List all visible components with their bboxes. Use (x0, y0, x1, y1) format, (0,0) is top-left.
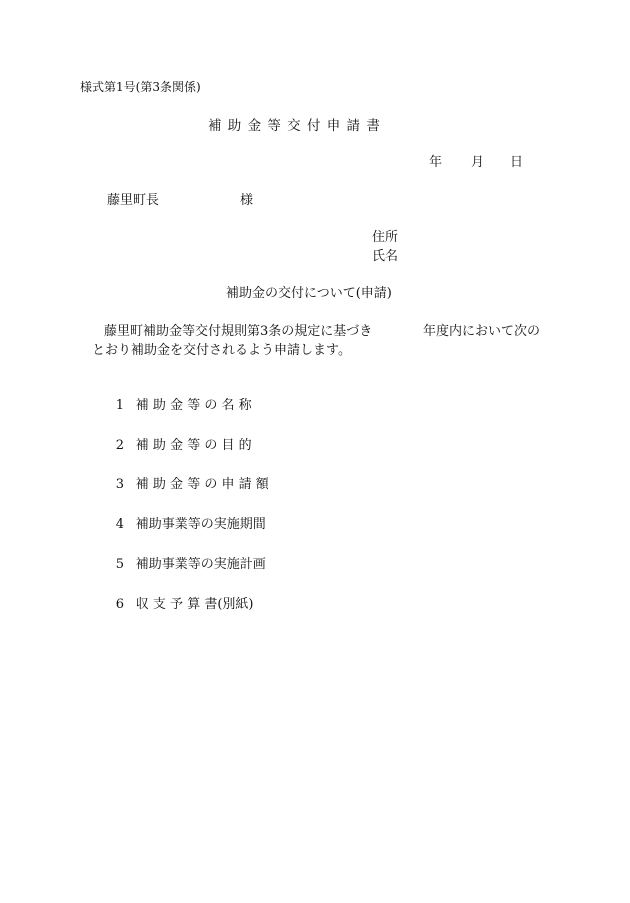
list-item (91, 386, 252, 425)
date-day-label: 日 (510, 155, 524, 170)
item-label: 補 助 金 等 の 申 請 額 (135, 477, 269, 492)
name-label: 氏名 (372, 249, 399, 264)
subject-line: 補助金の交付について(申請) (226, 286, 392, 301)
item-number: 4 (115, 517, 125, 532)
item-number: 3 (115, 477, 125, 492)
list-item (91, 426, 252, 465)
addressee: 藤里町長 (107, 193, 160, 208)
item-label: 補助事業等の実施計画 (135, 557, 266, 572)
list-item (91, 585, 253, 624)
address-label: 住所 (372, 230, 399, 245)
item-number: 2 (115, 438, 125, 453)
body-line-2: とおり補助金を交付されるよう申請します。 (92, 343, 351, 358)
item-label: 補 助 金 等 の 名 称 (135, 398, 252, 413)
item-number: 5 (115, 557, 125, 572)
body-line-1-part-a: 藤里町補助金等交付規則第3条の規定に基づき (104, 324, 373, 339)
item-label: 補 助 金 等 の 目 的 (135, 438, 252, 453)
form-title: 補 助 金 等 交 付 申 請 書 (208, 118, 381, 134)
date-year-label: 年 (429, 155, 443, 170)
list-item (91, 505, 266, 544)
date-month-label: 月 (471, 155, 485, 170)
list-item (91, 545, 266, 584)
item-label: 補助事業等の実施期間 (135, 517, 266, 532)
item-number: 6 (115, 597, 125, 612)
honorific: 様 (240, 193, 254, 208)
list-item (91, 465, 269, 504)
form-number: 様式第1号(第3条関係) (80, 80, 201, 94)
body-line-1-part-b: 年度内において次の (423, 324, 541, 339)
item-number: 1 (115, 398, 125, 413)
item-label: 収 支 予 算 書(別紙) (135, 597, 254, 612)
